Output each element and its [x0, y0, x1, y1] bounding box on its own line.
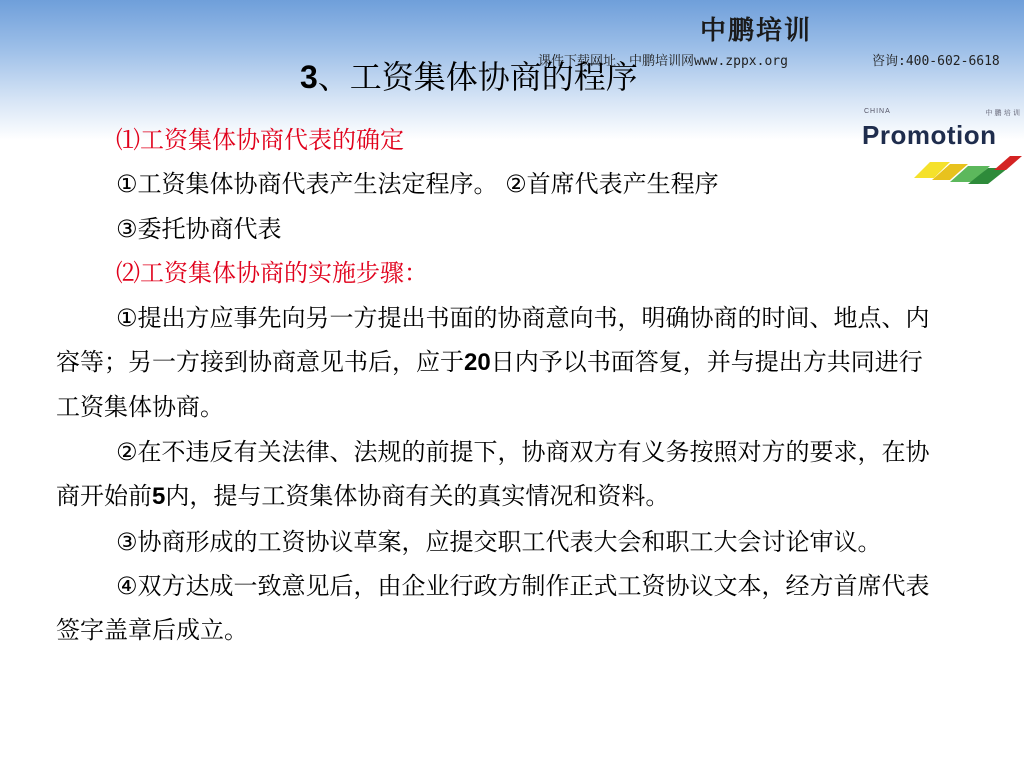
section-1-line-2: ③委托协商代表 [116, 214, 282, 243]
logo-bar-red [994, 156, 1022, 170]
step-4-paragraph: ④双方达成一致意见后，由企业行政方制作正式工资协议文本，经方首席代表签字盖章后成立。 [56, 572, 930, 645]
step-1-paragraph [56, 296, 946, 430]
section-2-heading: ⑵工资集体协商的实施步骤： [116, 259, 428, 288]
step-2-text-a: ②在不违反有关法律、法规的前提下，协商双方有义务按照对方的要求，在协商开始前 [56, 437, 930, 511]
step-2-days: 5 [152, 483, 166, 511]
title-number: 3 [300, 59, 318, 95]
step-1-text-a: ①提出方应事先向另一方提出书面的协商意向书，明确协商的时间、地点、内容等；另一方接到协商意见书后，应于 [56, 303, 930, 377]
logo-small-right: 中 鹏 培 训 [985, 109, 1020, 117]
step-2-text-b: 内，提与工资集体协商有关的真实情况和资料。 [165, 482, 670, 511]
step-2-paragraph [56, 430, 946, 520]
slide-title [300, 52, 638, 98]
step-1-text-b: 日内予以书面答复，并与提出方共同进行工资集体协商。 [56, 348, 923, 422]
slide-body [56, 118, 946, 653]
step-1-days: 20 [464, 349, 491, 377]
hotline-text: 咨询:400-602-6618 [872, 54, 1000, 69]
brand-name: 中鹏培训 [700, 16, 813, 46]
step-3-paragraph: ③协商形成的工资协议草案，应提交职工代表大会和职工大会讨论审议。 [116, 527, 882, 556]
section-1-line-1: ①工资集体协商代表产生法定程序。 ②首席代表产生程序 [116, 170, 719, 199]
site-url-text: 课件下载网址、中鹏培训网www.zppx.org [538, 54, 788, 69]
logo-word: Promotion [862, 120, 997, 150]
section-1-heading: ⑴工资集体协商代表的确定 [116, 126, 404, 154]
title-text: 、工资集体协商的程序 [317, 58, 638, 96]
logo-small-left: CHINA [864, 108, 891, 115]
